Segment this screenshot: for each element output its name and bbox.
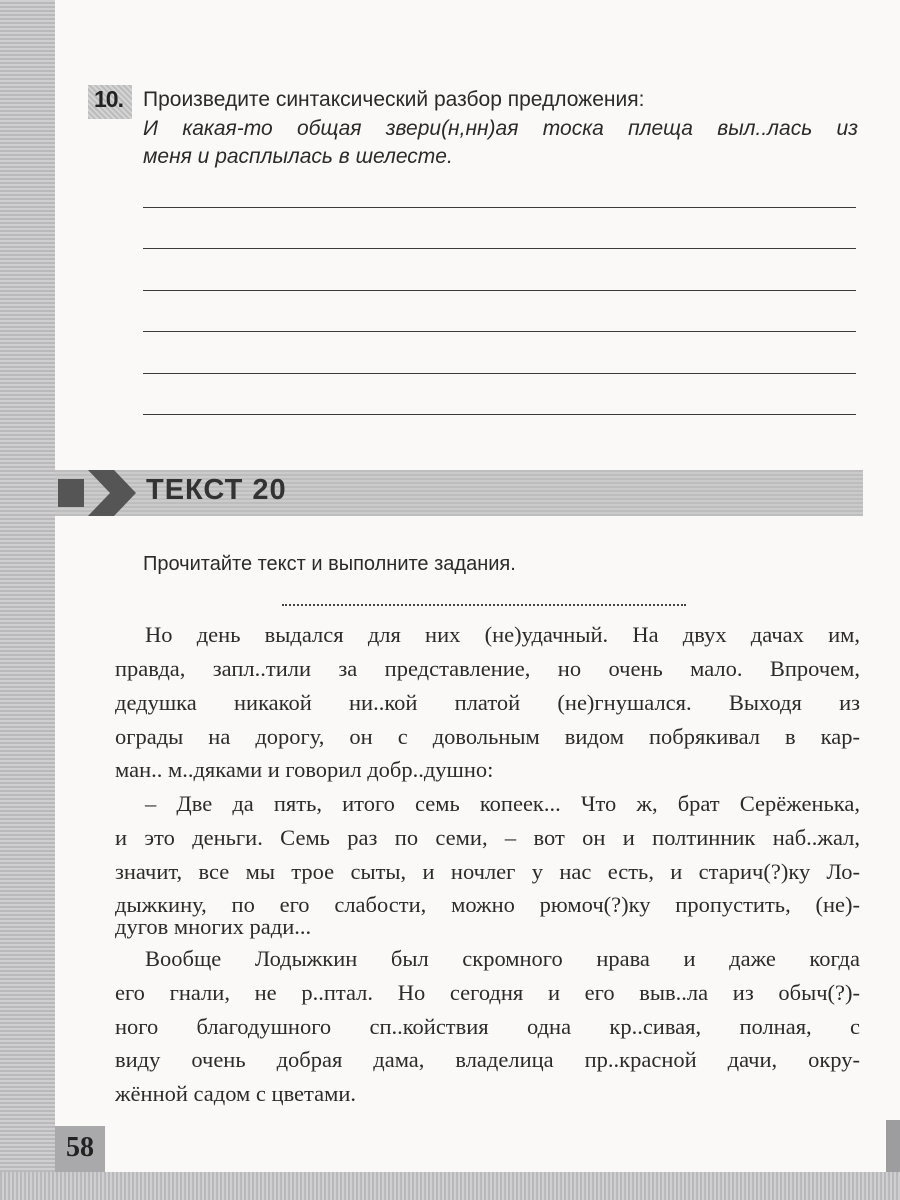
dotted-line bbox=[282, 604, 686, 606]
page-frame-left bbox=[0, 0, 55, 1200]
section-instruction: Прочитайте текст и выполните задания. bbox=[143, 553, 516, 575]
body-line: значит, все мы трое сыты, и ночлег у нас есть, и старич(?)ку Ло- bbox=[115, 859, 860, 884]
body-line: правда, запл..тили за представление, но очень мало. Впрочем, bbox=[115, 656, 860, 681]
task-instruction: Произведите синтаксический разбор предложения: bbox=[143, 88, 645, 111]
section-title: ТЕКСТ 20 bbox=[146, 474, 287, 506]
arrow-right-icon bbox=[58, 470, 136, 516]
answer-line[interactable] bbox=[143, 331, 856, 332]
answer-line[interactable] bbox=[143, 414, 856, 415]
body-line: ного благодушного сп..койствия одна кр..сивая, полная, с bbox=[115, 1014, 860, 1039]
body-line: жённой садом с цветами. bbox=[115, 1081, 357, 1106]
page-frame-bottom bbox=[0, 1172, 900, 1200]
page-number: 58 bbox=[66, 1132, 94, 1163]
page-edge-right bbox=[886, 1120, 900, 1172]
task-number: 10. bbox=[94, 86, 123, 112]
body-line: ман.. м..дяками и говорил добр..душно: bbox=[115, 757, 494, 782]
answer-line[interactable] bbox=[143, 373, 856, 374]
body-line: виду очень добрая дама, владелица пр..красной дачи, окру- bbox=[115, 1047, 860, 1072]
body-line: дедушка никакой ни..кой платой (не)гнушался. Выходя из bbox=[115, 690, 860, 715]
answer-line[interactable] bbox=[143, 248, 856, 249]
body-line: ограды на дорогу, он с довольным видом побрякивал в кар- bbox=[115, 724, 860, 749]
body-line: его гнали, не р..птал. Но сегодня и его выв..ла из обыч(?)- bbox=[115, 980, 860, 1005]
body-line: дыжкину, по его слабости, можно рюмоч(?)ку пропустить, (не)- bbox=[115, 892, 860, 917]
answer-line[interactable] bbox=[143, 207, 856, 208]
answer-line[interactable] bbox=[143, 290, 856, 291]
body-line: Но день выдался для них (не)удачный. На двух дачах им, bbox=[145, 622, 860, 647]
task-sentence-line: меня и расплылась в шелесте. bbox=[143, 145, 453, 168]
task-sentence-line: И какая-то общая звери(н,нн)ая тоска плеща выл..лась из bbox=[143, 117, 858, 140]
body-line: и это деньги. Семь раз по семи, – вот он и полтинник наб..жал, bbox=[115, 825, 860, 850]
body-line: – Две да пять, итого семь копеек... Что ж, брат Серёженька, bbox=[145, 791, 860, 816]
body-line: Вообще Лодыжкин был скромного нрава и даже когда bbox=[145, 946, 860, 971]
body-line: дугов многих ради... bbox=[115, 914, 312, 939]
